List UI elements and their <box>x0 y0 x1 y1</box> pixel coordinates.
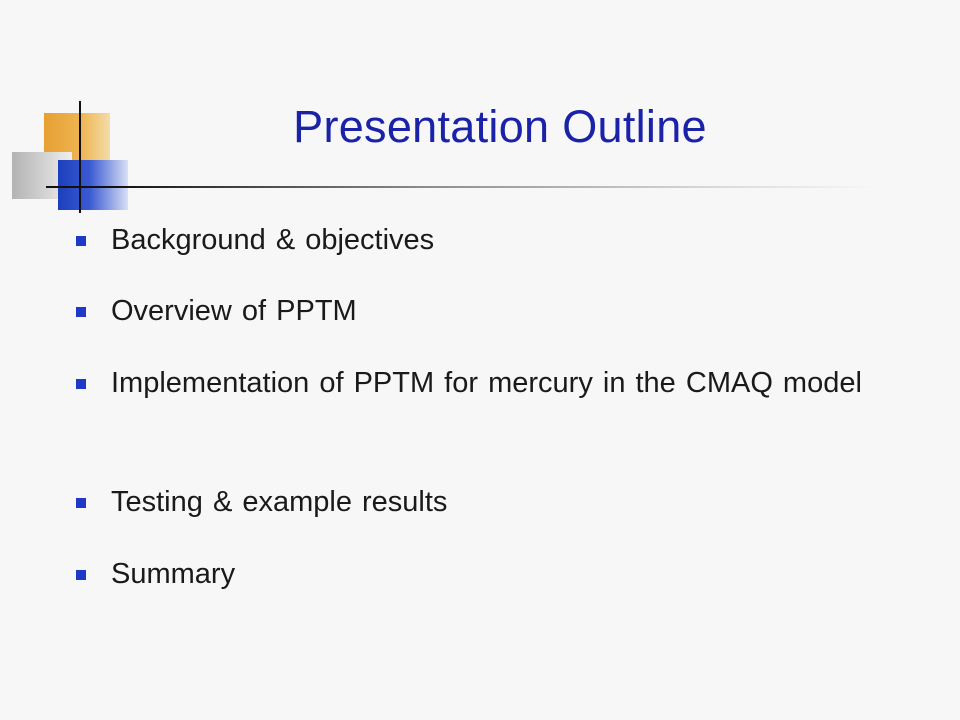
bullet-text: Overview of PPTM <box>111 295 357 327</box>
bullet-text: Testing & example results <box>111 486 448 518</box>
bullet-marker-icon <box>76 498 86 508</box>
bullet-text: Implementation of PPTM for mercury in the CMAQ model <box>111 367 862 399</box>
blue-square-decoration <box>58 160 128 210</box>
bullet-marker-icon <box>76 379 86 389</box>
vertical-rule-decoration <box>79 101 81 213</box>
bullet-marker-icon <box>76 307 86 317</box>
bullet-text: Background & objectives <box>111 224 435 256</box>
bullet-text: Summary <box>111 558 236 590</box>
slide-title: Presentation Outline <box>293 101 707 152</box>
title-underline <box>46 186 876 188</box>
bullet-marker-icon <box>76 570 86 580</box>
bullet-marker-icon <box>76 236 86 246</box>
